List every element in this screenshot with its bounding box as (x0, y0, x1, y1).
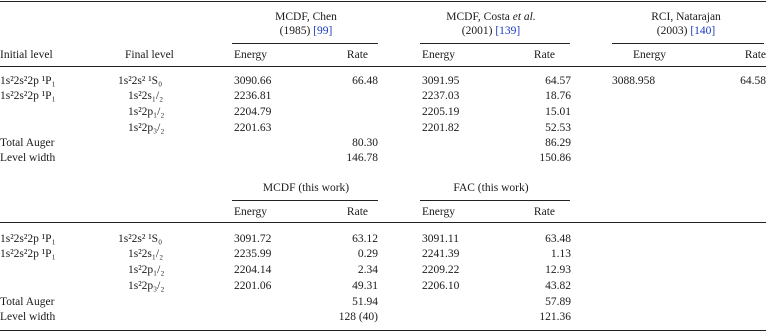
cell-rate: 49.31 (352, 280, 378, 292)
cell-energy: 2205.19 (422, 106, 460, 118)
cell-initial: 1s²2s²2p ¹P₁ (0, 75, 56, 87)
cell-final: 1s²2s₁/₂ (128, 90, 164, 102)
col-header-rate: Rate (533, 49, 555, 61)
col-header-rate: Rate (533, 206, 555, 218)
cell-energy: 2206.10 (422, 280, 460, 292)
cell-rate: 2.34 (357, 264, 378, 276)
group-header-costa: MCDF, Costa et al. (2001) [139] (446, 11, 536, 37)
col-header-energy: Energy (234, 206, 268, 218)
cell-rate: 15.01 (545, 106, 571, 118)
cell-energy: 2237.03 (422, 90, 460, 102)
total-auger-label: Total Auger (0, 137, 55, 149)
cell-final: 1s²2s₁/₂ (128, 248, 164, 260)
level-width-label: Level width (0, 311, 56, 323)
col-header-rate: Rate (744, 49, 766, 61)
cell-initial: 1s²2s²2p ¹P₁ (0, 233, 56, 245)
cell-rate: 128 (40) (338, 311, 378, 323)
cell-energy: 2204.79 (234, 106, 272, 118)
cell-energy: 3091.11 (422, 233, 459, 245)
cell-energy: 3091.95 (422, 75, 460, 87)
cell-rate: 64.58 (740, 75, 766, 87)
col-header-rate: Rate (346, 49, 368, 61)
cell-rate: 52.53 (545, 122, 571, 134)
cell-rate: 146.78 (346, 152, 378, 164)
ref-link-costa[interactable]: [139] (495, 25, 521, 37)
group-header-mcdf-this-work: MCDF (this work) (262, 182, 350, 194)
cell-rate: 80.30 (352, 137, 378, 149)
cell-energy: 2209.22 (422, 264, 460, 276)
group-rule-costa (420, 43, 570, 44)
group-rule-natarajan (612, 43, 764, 44)
ref-link-chen[interactable]: [99] (313, 25, 333, 37)
cell-energy: 2201.82 (422, 122, 460, 134)
cell-rate: 121.36 (539, 311, 571, 323)
header-rule-top (0, 66, 766, 67)
col-header-energy: Energy (234, 49, 268, 61)
cell-rate: 0.29 (357, 248, 378, 260)
col-header-energy: Energy (633, 49, 667, 61)
col-header-energy: Energy (422, 49, 456, 61)
group-rule-mcdf (232, 200, 378, 201)
cell-energy: 2241.39 (422, 248, 460, 260)
total-auger-label: Total Auger (0, 296, 55, 308)
cell-energy: 2235.99 (234, 248, 272, 260)
cell-final: 1s²2p₁/₂ (128, 106, 165, 118)
cell-rate: 1.13 (550, 248, 571, 260)
group-header-chen: MCDF, Chen (1985) [99] (275, 11, 337, 37)
table-bottom-rule (0, 330, 766, 331)
col-header-energy: Energy (422, 206, 456, 218)
group-header-natarajan: RCI, Natarajan (2003) [140] (651, 11, 721, 37)
cell-energy: 2236.81 (234, 90, 272, 102)
col-header-initial: Initial level (0, 49, 53, 61)
header-rule-bottom (0, 222, 766, 223)
cell-energy: 2201.06 (234, 280, 272, 292)
cell-energy: 3091.72 (234, 233, 272, 245)
cell-energy: 3090.66 (234, 75, 272, 87)
cell-rate: 12.93 (545, 264, 571, 276)
cell-rate: 66.48 (352, 75, 378, 87)
group-rule-chen (232, 43, 378, 44)
group-rule-fac (420, 200, 570, 201)
cell-final: 1s²2p₃/₂ (128, 280, 165, 292)
cell-final: 1s²2p₃/₂ (128, 122, 165, 134)
cell-rate: 64.57 (545, 75, 571, 87)
group-header-fac-this-work: FAC (this work) (453, 182, 529, 194)
cell-rate: 57.89 (545, 296, 571, 308)
cell-final: 1s²2s² ¹S₀ (118, 75, 163, 87)
cell-initial: 1s²2s²2p ¹P₁ (0, 90, 56, 102)
cell-energy: 3088.958 (612, 75, 656, 87)
cell-initial: 1s²2s²2p ¹P₁ (0, 248, 56, 260)
cell-rate: 150.86 (539, 152, 571, 164)
cell-rate: 51.94 (352, 296, 378, 308)
cell-energy: 2201.63 (234, 122, 272, 134)
table-top-rule (0, 1, 766, 2)
ref-link-natarajan[interactable]: [140] (690, 25, 716, 37)
col-header-rate: Rate (346, 206, 368, 218)
cell-energy: 2204.14 (234, 264, 272, 276)
level-width-label: Level width (0, 152, 56, 164)
cell-rate: 63.48 (545, 233, 571, 245)
col-header-final: Final level (125, 49, 174, 61)
cell-rate: 63.12 (352, 233, 378, 245)
cell-rate: 43.82 (545, 280, 571, 292)
cell-final: 1s²2p₁/₂ (128, 264, 165, 276)
cell-rate: 86.29 (545, 137, 571, 149)
cell-rate: 18.76 (545, 90, 571, 102)
cell-final: 1s²2s² ¹S₀ (118, 233, 163, 245)
